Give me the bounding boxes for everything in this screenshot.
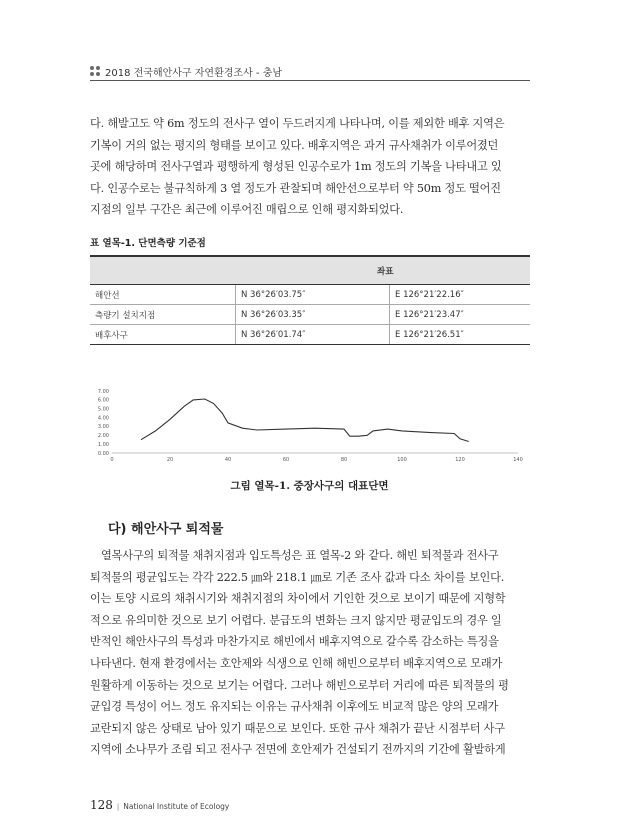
- section-title: 다) 해안사구 퇴적물: [108, 522, 224, 537]
- row-name: 측량기 설치지점: [90, 305, 236, 325]
- footer-separator: |: [116, 803, 120, 811]
- survey-points-table: [90, 255, 530, 345]
- table-row: [90, 305, 530, 325]
- text-line: 원활하게 이동하는 것으로 보기는 어렵다. 그러나 해빈으로부터 거리에 따른 퇴적물의 평: [90, 678, 509, 692]
- row-name: 해안선: [90, 285, 236, 305]
- x-tick-label: 120: [455, 457, 465, 463]
- x-axis: [110, 457, 522, 463]
- y-tick-label: 7.00: [97, 388, 109, 395]
- y-tick-label: 6.00: [97, 397, 109, 404]
- y-tick-label: 3.00: [97, 424, 109, 431]
- table-header-blank: [90, 256, 236, 285]
- row-lon: E 126°21′23.47″: [390, 305, 531, 325]
- y-tick-label: 5.00: [97, 406, 109, 413]
- header-title: 2018 전국해안사구 자연환경조사 - 충남: [105, 68, 283, 79]
- page-number: 128: [90, 798, 113, 812]
- x-tick-label: 100: [397, 457, 407, 463]
- x-tick-label: 0: [110, 457, 114, 463]
- y-tick-label: 2.00: [97, 433, 109, 440]
- text-line: 열목사구의 퇴적물 채취지점과 입도특성은 표 열목-2 와 같다. 해빈 퇴적물과 전사구: [101, 549, 499, 562]
- text-line: 퇴적물의 평균입도는 각각 222.5 ㎛와 218.1 ㎛로 기존 조사 값과 다소 차이를 보인다.: [90, 570, 505, 584]
- table-header-coords: 좌표: [236, 256, 531, 285]
- text-line: 지역에 소나무가 조림 되고 전사구 전면에 호안제가 건설되기 전까지의 기간에 활발하게: [90, 743, 506, 757]
- text-line: 나타낸다. 현재 환경에서는 호안제와 식생으로 인해 해빈으로부터 배후지역으로 모래가: [90, 656, 503, 670]
- text-line: 반적인 해안사구의 특성과 마찬가지로 해빈에서 배후지역으로 갈수록 감소하는 특징을: [90, 635, 499, 649]
- x-tick-label: 60: [282, 457, 290, 463]
- cross-section-chart: [90, 385, 530, 470]
- footer-org: National Institute of Ecology: [123, 802, 230, 811]
- running-header: [90, 64, 530, 78]
- profile-series-line: [141, 399, 469, 442]
- text-line: 곳에 해당하며 전사구열과 평행하게 형성된 인공수로가 1m 정도의 기복을 나타내고 있: [90, 160, 502, 174]
- text-line: 균입경 특성이 어느 정도 유지되는 이유는 규사채취 이후에도 비교적 많은 양의 모래가: [90, 700, 499, 714]
- y-axis: [98, 389, 109, 457]
- text-line: 교란되지 않은 상태로 남아 있기 때문으로 보인다. 또한 규사 채취가 끝난 시점부터 사구: [90, 721, 505, 735]
- row-lon: E 126°21′22.16″: [390, 285, 531, 305]
- text-line: 기복이 거의 없는 평지의 형태를 보이고 있다. 배후지역은 과거 규사채취가 이루어졌던: [90, 138, 499, 152]
- intro-paragraph: [90, 113, 530, 221]
- text-line: 적으로 유의미한 것으로 보기 어렵다. 분급도의 변화는 크지 않지만 평균입도의 경우 일: [90, 613, 502, 627]
- x-tick-label: 80: [340, 457, 348, 463]
- row-lon: E 126°21′26.51″: [390, 325, 531, 345]
- table-header-row: [90, 256, 530, 285]
- table-caption: 표 열목-1. 단면측량 기준점: [90, 238, 206, 249]
- row-name: 배후사구: [90, 325, 236, 345]
- table-row: [90, 285, 530, 305]
- row-lat: N 36°26′03.75″: [236, 285, 390, 305]
- figure-caption: 그림 열목-1. 중장사구의 대표단면: [230, 480, 389, 492]
- x-tick-label: 20: [166, 457, 174, 463]
- text-line: 이는 토양 시료의 채취시기와 채취지점의 차이에서 기인한 것으로 보이기 때문에 지형학: [90, 592, 506, 606]
- bullet-dots-icon: [90, 66, 102, 76]
- page-footer: [90, 794, 230, 812]
- y-tick-label: 0.00: [97, 450, 109, 457]
- text-line: 다. 인공수로는 불규칙하게 3 열 정도가 관찰되며 해안선으로부터 약 50m 정도 떨어진: [90, 181, 501, 195]
- x-tick-label: 40: [224, 457, 232, 463]
- body-paragraph: [90, 545, 530, 761]
- header-divider: [90, 80, 530, 81]
- row-lat: N 36°26′03.35″: [236, 305, 390, 325]
- x-tick-label: 140: [513, 457, 523, 463]
- row-lat: N 36°26′01.74″: [236, 325, 390, 345]
- y-tick-label: 4.00: [97, 415, 109, 422]
- table-row: [90, 325, 530, 345]
- y-tick-label: 1.00: [97, 441, 109, 448]
- text-line: 지점의 일부 구간은 최근에 이루어진 매립으로 인해 평지화되었다.: [90, 203, 404, 217]
- text-line: 다. 해발고도 약 6m 정도의 전사구 열이 두드러지게 나타나며, 이를 제외한 배후 지역은: [90, 117, 505, 130]
